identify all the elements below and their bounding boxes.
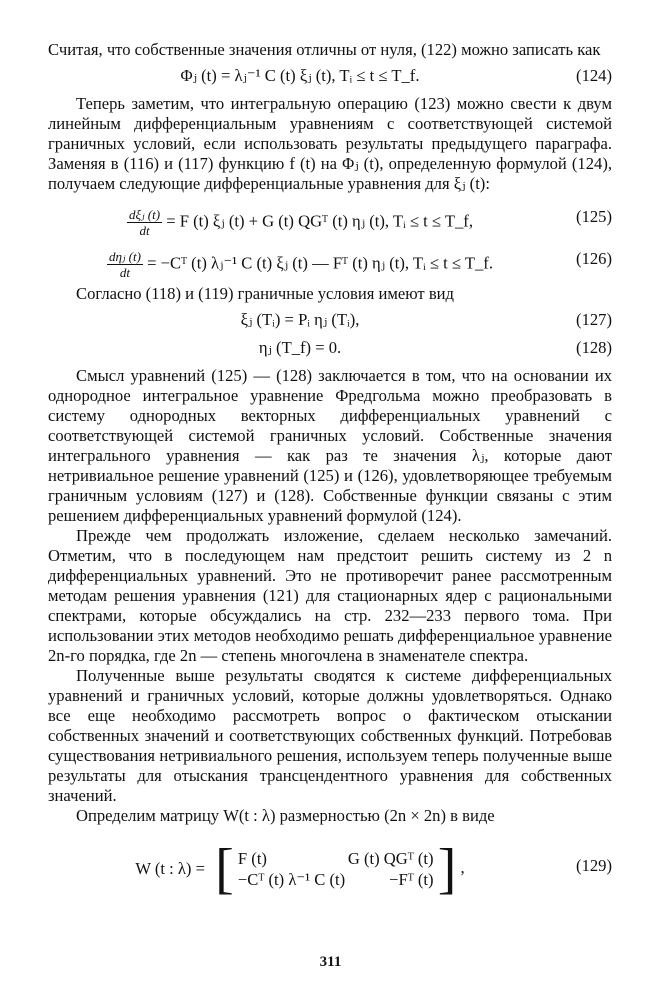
equation-127-number: (127) bbox=[576, 310, 612, 329]
equation-125-denominator: dt bbox=[139, 223, 150, 238]
matrix-cell-11: F (t) bbox=[237, 849, 267, 868]
equation-125-number: (125) bbox=[576, 207, 612, 226]
equation-126-formula bbox=[48, 249, 552, 280]
equation-127-formula: ξⱼ (Tᵢ) = Pᵢ ηⱼ (Tᵢ), bbox=[240, 310, 360, 329]
matrix-row-1 bbox=[238, 848, 434, 869]
matrix-row-2 bbox=[238, 869, 434, 890]
matrix-cell-22: −Fᵀ (t) bbox=[389, 870, 434, 889]
matrix-cell-12: G (t) QGᵀ (t) bbox=[347, 849, 434, 868]
paragraph-3: Согласно (118) и (119) граничные условия имеют вид bbox=[76, 284, 454, 303]
equation-126-fraction bbox=[107, 249, 143, 280]
matrix-cell-21: −Cᵀ (t) λ⁻¹ C (t) bbox=[237, 870, 346, 889]
equation-128 bbox=[48, 338, 612, 360]
paragraph-2: Теперь заметим, что интегральную операцию (123) можно свести к двум линейным дифференциальным уравнениям с соответствующей системой граничных условий, если использовать результаты предыдущего параграфа. Заменяя в (116) и (117) функцию f (t) на Φⱼ (t), определенную формулой (124), получаем следующие дифференциальные уравнения для ξⱼ (t): bbox=[48, 94, 612, 193]
page-body bbox=[48, 40, 612, 898]
equation-126-denominator: dt bbox=[119, 265, 131, 280]
equation-124 bbox=[48, 66, 612, 88]
equation-124-number: (124) bbox=[576, 66, 612, 85]
right-bracket: ] bbox=[437, 838, 457, 900]
equation-125-numerator: dξⱼ (t) bbox=[129, 207, 161, 222]
equation-125-fraction bbox=[127, 207, 162, 238]
equation-129-lhs: W (t : λ) = bbox=[135, 859, 205, 878]
equation-126-number: (126) bbox=[576, 249, 612, 268]
equation-125 bbox=[48, 200, 612, 236]
paragraph-5: Прежде чем продолжать изложение, сделаем несколько замечаний. Отметим, что в последующем нам предстоит решить систему из 2 n дифференциальных уравнений. Это не противоречит ранее рассмотренным методам решения уравнения (121) для стационарных ядер с рациональными спектрами, которые обсуждались на стр. 232—233 первого тома. При использовании этих методов необходимо решать дифференциальное уравнение 2n-го порядка, где 2n — степень многочлена в знаменателе спектра. bbox=[48, 526, 612, 665]
equation-129-tail: , bbox=[460, 857, 465, 877]
equation-129 bbox=[48, 836, 612, 900]
paragraph-6: Полученные выше результаты сводятся к системе дифференциальных уравнений и граничных условий, которые должны удовлетворяться. Однако все еще необходимо рассмотреть вопрос о фактическом отыскании собственных значений и соответствующих собственных функций. Потребовав существования нетривиального решения, используем теперь полученные выше результаты для отыскания трансцендентного уравнения для собственных значений. bbox=[48, 666, 612, 805]
equation-129-number: (129) bbox=[576, 856, 612, 875]
equation-125-formula bbox=[48, 207, 552, 238]
paragraph-4: Смысл уравнений (125) — (128) заключается в том, что на основании их однородное интегральное уравнение Фредгольма можно преобразовать в систему однородных векторных дифференциальных уравнений с соответствующей системой граничных условий. Собственные значения интегрального уравнения — как раз те значения λⱼ, которые дают нетривиальное решение уравнений (125) и (126), удовлетворяющее требуемым граничным условиям (127) и (128). Собственные функции связаны с этим решением дифференциальных уравнений формулой (124). bbox=[48, 366, 612, 525]
equation-128-number: (128) bbox=[576, 338, 612, 357]
equation-127 bbox=[48, 310, 612, 332]
equation-126-numerator: dηⱼ (t) bbox=[109, 249, 141, 264]
paragraph-1: Считая, что собственные значения отличны от нуля, (122) можно записать как bbox=[48, 40, 601, 59]
page-number: 311 bbox=[319, 954, 342, 970]
equation-124-formula: Φⱼ (t) = λⱼ⁻¹ C (t) ξⱼ (t), Tᵢ ≤ t ≤ T_f. bbox=[180, 66, 420, 85]
equation-126 bbox=[48, 242, 612, 278]
equation-128-formula: ηⱼ (T_f) = 0. bbox=[258, 338, 342, 357]
equation-129-formula bbox=[48, 838, 552, 900]
paragraph-7: Определим матрицу W(t : λ) размерностью (2n × 2n) в виде bbox=[76, 806, 495, 825]
left-bracket: [ bbox=[215, 838, 234, 900]
equation-125-rhs: = F (t) ξⱼ (t) + G (t) QGᵀ (t) ηⱼ (t), Tᵢ ≤ t ≤ T_f, bbox=[166, 211, 473, 231]
equation-126-rhs: = −Cᵀ (t) λⱼ⁻¹ C (t) ξⱼ (t) — Fᵀ (t) ηⱼ (t), Tᵢ ≤ t ≤ T_f. bbox=[147, 253, 493, 273]
matrix-body bbox=[238, 848, 434, 890]
